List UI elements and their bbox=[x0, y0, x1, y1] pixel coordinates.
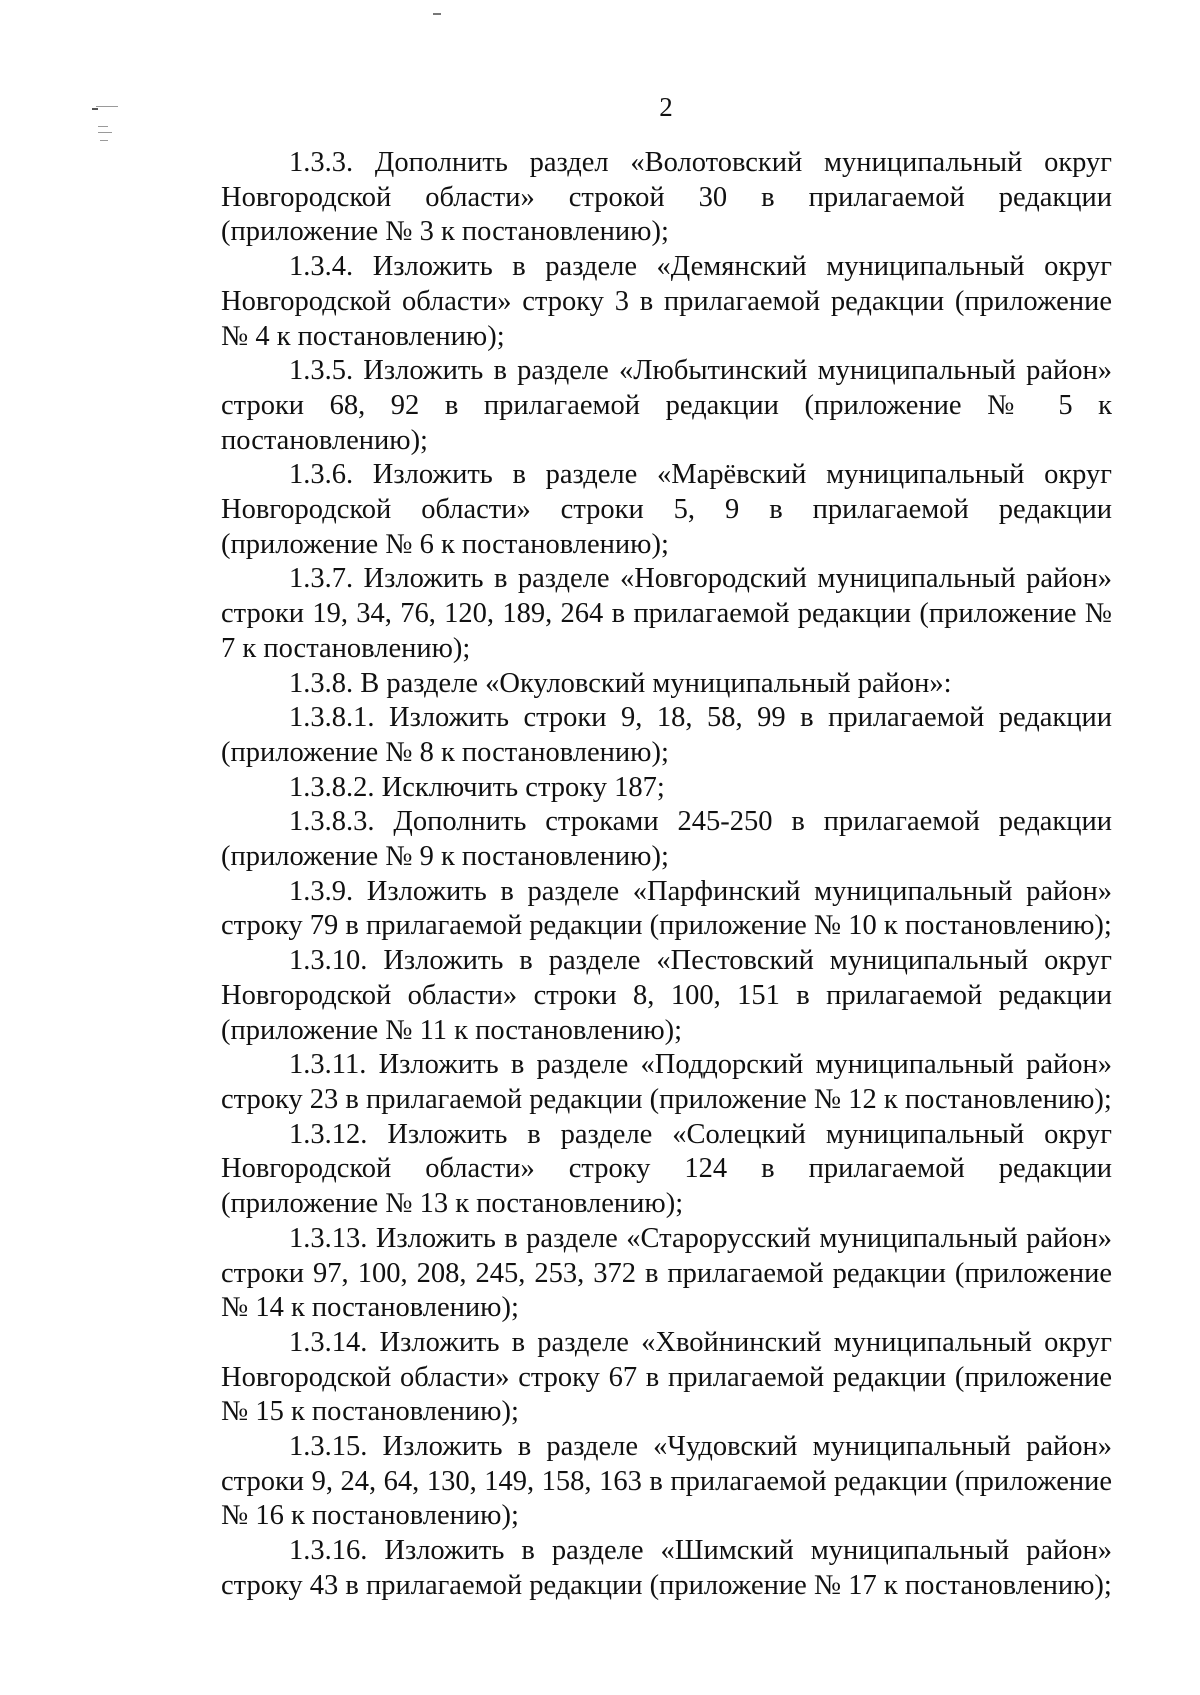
clause-1-3-12: 1.3.12. Изложить в разделе «Солецкий муниципальный округ Новгородской области» строку 124 в прилагаемой редакции (приложение № 13 к постановлению); bbox=[221, 1118, 1112, 1220]
clause-1-3-16: 1.3.16. Изложить в разделе «Шимский муниципальный район» строку 43 в прилагаемой редакции (приложение № 17 к постановлению); bbox=[221, 1535, 1112, 1601]
clause-1-3-15: 1.3.15. Изложить в разделе «Чудовский муниципальный район» строки 9, 24, 64, 130, 149, 158, 163 в прилагаемой редакции (приложение № 16 к постановлению); bbox=[221, 1431, 1112, 1532]
page-number: 2 bbox=[659, 92, 673, 122]
clause-1-3-11: 1.3.11. Изложить в разделе «Поддорский муниципальный район» строку 23 в прилагаемой редакции (приложение № 12 к постановлению); bbox=[221, 1049, 1112, 1115]
clause-1-3-7: 1.3.7. Изложить в разделе «Новгородский муниципальный район» строки 19, 34, 76, 120, 189, 264 в прилагаемой редакции (приложение № 7 к постановлению); bbox=[221, 563, 1112, 664]
clause-1-3-9: 1.3.9. Изложить в разделе «Парфинский муниципальный район» строку 79 в прилагаемой редакции (приложение № 10 к постановлению); bbox=[221, 875, 1112, 942]
clause-1-3-8: 1.3.8. В разделе «Окуловский муниципальный район»: bbox=[289, 667, 952, 699]
clause-1-3-3: 1.3.3. Дополнить раздел «Волотовский муниципальный округ Новгородской области» строкой 30 в прилагаемой редакции (приложение № 3 к постановлению); bbox=[221, 147, 1112, 248]
clause-1-3-14: 1.3.14. Изложить в разделе «Хвойнинский муниципальный округ Новгородской области» строку 67 в прилагаемой редакции (приложение № 15 к постановлению); bbox=[221, 1326, 1112, 1428]
clause-1-3-8-1: 1.3.8.1. Изложить строки 9, 18, 58, 99 в прилагаемой редакции (приложение № 8 к постановлению); bbox=[221, 702, 1112, 768]
clause-1-3-8-3: 1.3.8.3. Дополнить строками 245-250 в прилагаемой редакции (приложение № 9 к постановлению); bbox=[221, 806, 1112, 873]
clause-1-3-4: 1.3.4. Изложить в разделе «Демянский муниципальный округ Новгородской области» строку 3 в прилагаемой редакции (приложение № 4 к постановлению); bbox=[221, 251, 1112, 352]
document-body bbox=[221, 146, 1112, 1604]
clause-1-3-8-2: 1.3.8.2. Исключить строку 187; bbox=[289, 771, 665, 803]
scan-speck bbox=[433, 13, 441, 15]
clause-1-3-10: 1.3.10. Изложить в разделе «Пестовский муниципальный округ Новгородской области» строки 8, 100, 151 в прилагаемой редакции (приложение № 11 к постановлению); bbox=[221, 945, 1112, 1046]
clause-1-3-5: 1.3.5. Изложить в разделе «Любытинский муниципальный район» строки 68, 92 в прилагаемой редакции (приложение № 5 к постановлению); bbox=[221, 355, 1112, 456]
clause-1-3-6: 1.3.6. Изложить в разделе «Марёвский муниципальный округ Новгородской области» строки 5, 9 в прилагаемой редакции (приложение № 6 к постановлению); bbox=[221, 459, 1112, 560]
clause-1-3-13: 1.3.13. Изложить в разделе «Старорусский муниципальный район» строки 97, 100, 208, 245, 253, 372 в прилагаемой редакции (приложение № 14 к постановлению); bbox=[221, 1222, 1112, 1324]
